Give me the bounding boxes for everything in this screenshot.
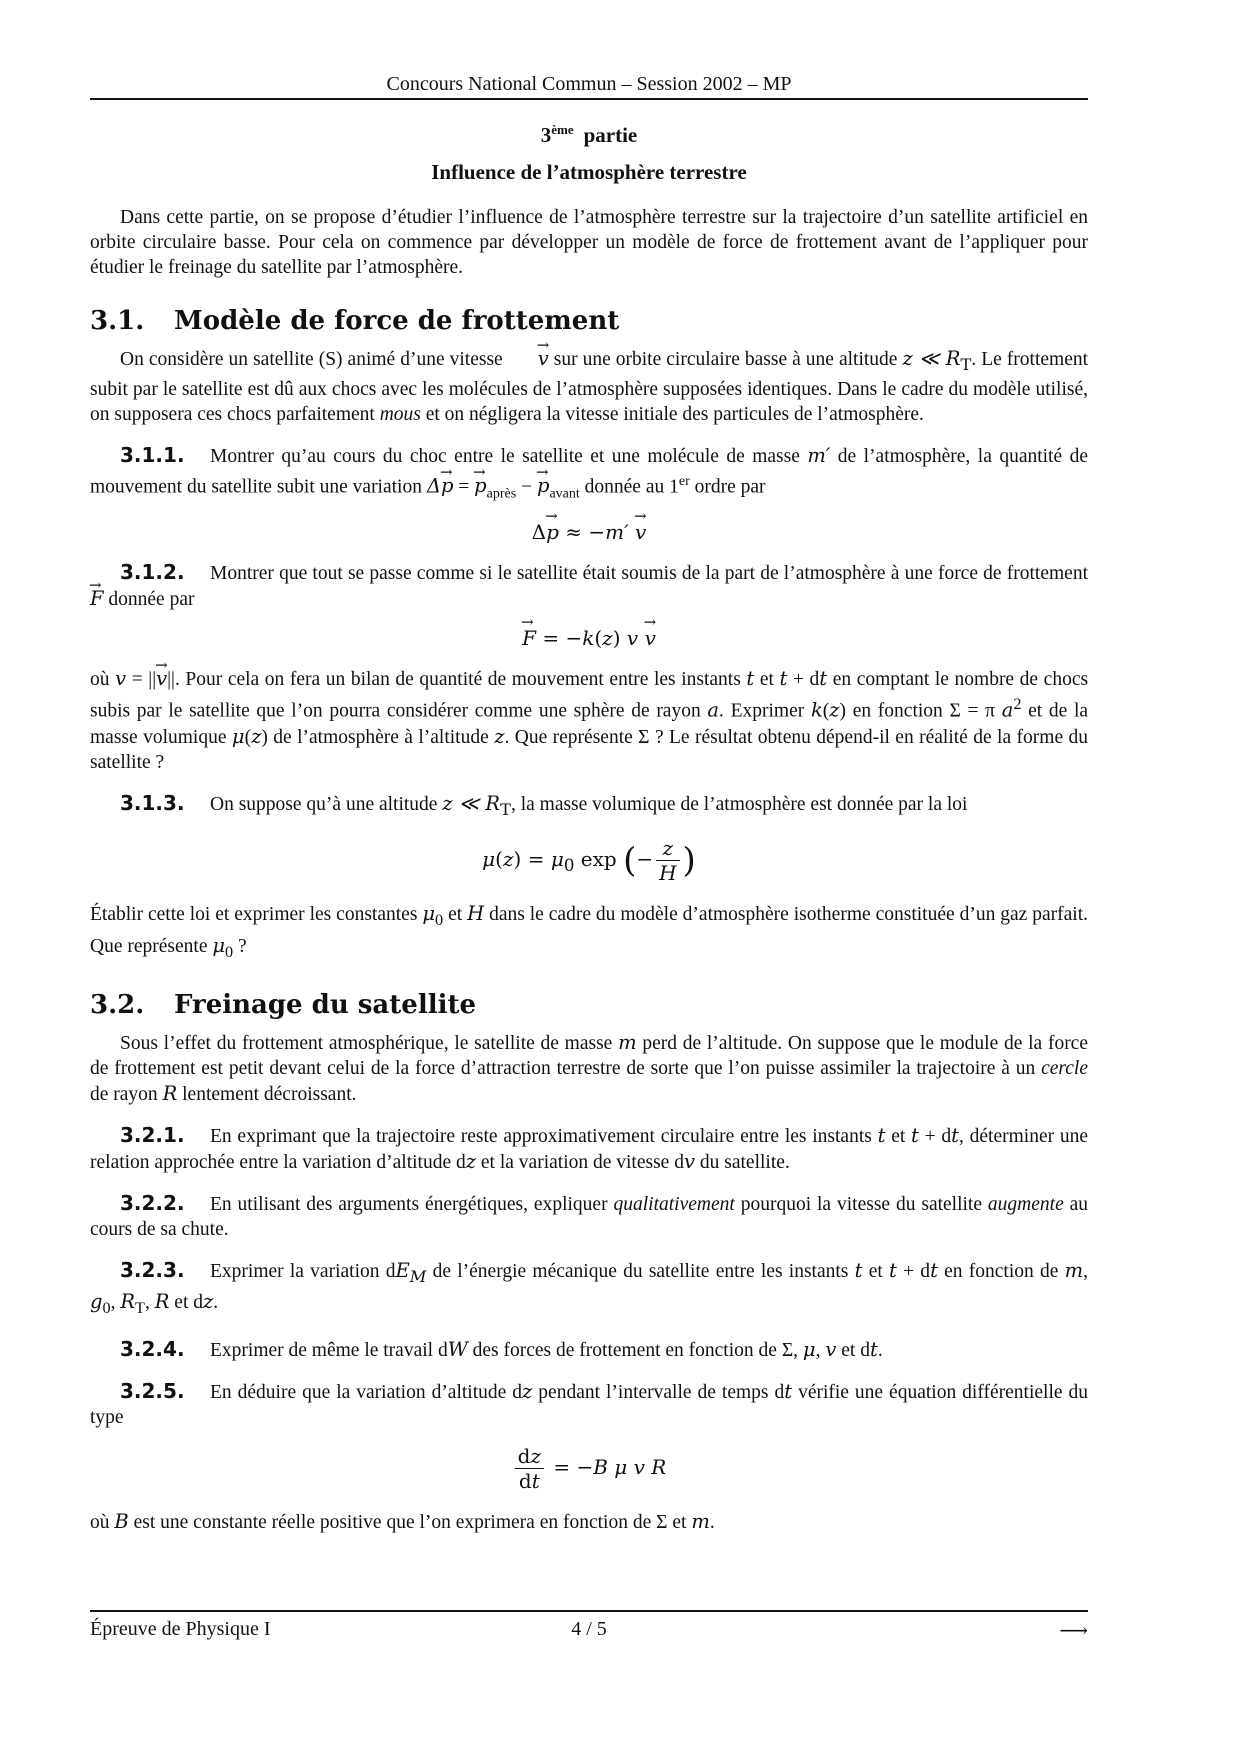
equation-density-law: $\mu(z) = \mu_0$ exp (− $\frac{z}{H}$ ) xyxy=(482,835,696,885)
part-number-sup: ème xyxy=(551,122,574,137)
equation-delta-p: Δ→ p ≈ −m′ → v xyxy=(90,520,1088,544)
part-heading xyxy=(90,122,1088,148)
part-intro: Dans cette partie, on se propose d’étudier l’influence de l’atmosphère terrestre sur la trajectoire d’un satellite artificiel en orbite circulaire basse. Pour cela on commence par développer un modèle de force de frottement avant de l’appliquer pour étudier le freinage du satellite par l’atmosphère. xyxy=(90,207,1088,278)
question-3-2-2: 3.2.2. En utilisant des arguments énergétiques, expliquer qualitativement pourquoi la vitesse du satellite augmente au cours de sa chute. xyxy=(90,1191,1089,1241)
question-number: 3.2.4. xyxy=(120,1337,185,1362)
page-number: 4 / 5 xyxy=(571,1618,607,1640)
section-heading-3-1 xyxy=(90,306,1088,336)
equation-friction-force: → F = −k(z) v → v xyxy=(90,626,1088,650)
section-number: 3.1. xyxy=(90,306,145,336)
question-number: 3.2.1. xyxy=(120,1123,185,1148)
part-number: 3 xyxy=(540,123,552,147)
next-page-arrow-icon: ⟶ xyxy=(1059,1620,1088,1642)
section-title: Freinage du satellite xyxy=(174,990,476,1021)
section-title: Modèle de force de frottement xyxy=(174,306,620,336)
question-3-1-2: 3.1.2. Montrer que tout se passe comme si le satellite était soumis de la part de l’atmosphère à une force de frottement → F donnée par xyxy=(90,560,1088,612)
question-number: 3.1.1. xyxy=(120,442,185,467)
section-3-2-intro: Sous l’effet du frottement atmosphérique, le satellite de masse m perd de l’altitude. On suppose que le module de la force de frottement est petit devant celui de la force d’attraction terrestre de sorte que l’on puisse assimiler la trajectoire à un cercle de rayon R lentement décroissant. xyxy=(90,1031,1088,1106)
section-number: 3.2. xyxy=(90,990,145,1021)
footer-exam-name: Épreuve de Physique I xyxy=(90,1618,271,1640)
question-3-2-5: 3.2.5. En déduire que la variation d’altitude dz pendant l’intervalle de temps dt vérifie une équation différentielle du type xyxy=(90,1379,1089,1429)
section-heading-3-2 xyxy=(90,990,1088,1020)
question-3-1-3-continued: Établir cette loi et exprimer les constantes $\mu_0$ et H dans le cadre du modèle d’atmosphère isotherme constituée d’un gaz parfait. Que représente $\mu_0$ ? xyxy=(90,901,1089,961)
question-3-1-3: 3.1.3. On suppose qu’à une altitude z ≪ $R_T$, la masse volumique de l’atmosphère est donnée par la loi xyxy=(120,790,968,819)
running-header: Concours National Commun – Session 2002 – MP xyxy=(386,73,792,95)
question-number: 3.2.3. xyxy=(120,1258,185,1283)
question-number: 3.1.3. xyxy=(120,790,185,815)
equation-altitude-rate: $\frac{dz}{dt}$ = −B μ v R xyxy=(90,1444,1088,1493)
page xyxy=(90,70,1088,1535)
question-3-2-4: 3.2.4. Exprimer de même le travail dW des forces de frottement en fonction de Σ, μ, v et dt. xyxy=(120,1337,883,1362)
page-footer xyxy=(90,1610,1088,1643)
footer-rule xyxy=(90,1610,1088,1612)
question-3-2-5-continued: où B est une constante réelle positive que l’on exprimera en fonction de Σ et m. xyxy=(90,1510,715,1534)
question-3-1-1: 3.1.1. Montrer qu’au cours du choc entre le satellite et une molécule de masse m′ de l’atmosphère, la quantité de mouvement du satellite subit une variation Δ→ p = → $p_{après}$ − → $p_{avant}$ donnée au 1er ordre par xyxy=(90,443,1088,506)
part-label: partie xyxy=(583,123,638,147)
part-title: Influence de l’atmosphère terrestre xyxy=(431,160,747,184)
question-number: 3.1.2. xyxy=(120,560,185,585)
question-3-1-2-continued: où v = ||→ v||. Pour cela on fera un bilan de quantité de mouvement entre les instants t et t + dt en comptant le nombre de chocs subis par le satellite que l’on pourra considérer comme une sphère de rayon a. Exprimer k(z) en fonction Σ = π $a^2$ et de la masse volumique μ(z) de l’atmosphère à l’altitude z. Que représente Σ ? Le résultat obtenu dépend-il en réalité de la forme du satellite ? xyxy=(90,666,1088,775)
question-3-2-3: 3.2.3. Exprimer la variation $dE_M$ de l’énergie mécanique du satellite entre les instants t et t + dt en fonction de m, $g_0$, $R_T$, R et dz. xyxy=(90,1258,1089,1318)
section-3-1-intro: On considère un satellite (S) animé d’une vitesse → v sur une orbite circulaire basse à une altitude z ≪ $R_T$. Le frottement subit par le satellite est dû aux chocs avec les molécules de l’atmosphère supposées identiques. Dans le cadre du modèle utilisé, on supposera ces chocs parfaitement mous et on négligera la vitesse initiale des particules de l’atmosphère. xyxy=(90,346,1088,427)
question-number: 3.2.5. xyxy=(120,1379,185,1404)
question-3-2-1: 3.2.1. En exprimant que la trajectoire reste approximativement circulaire entre les instants t et t + dt, déterminer une relation approchée entre la variation d’altitude dz et la variation de vitesse dv du satellite. xyxy=(90,1123,1089,1174)
header-rule xyxy=(90,98,1088,100)
question-number: 3.2.2. xyxy=(120,1191,185,1216)
